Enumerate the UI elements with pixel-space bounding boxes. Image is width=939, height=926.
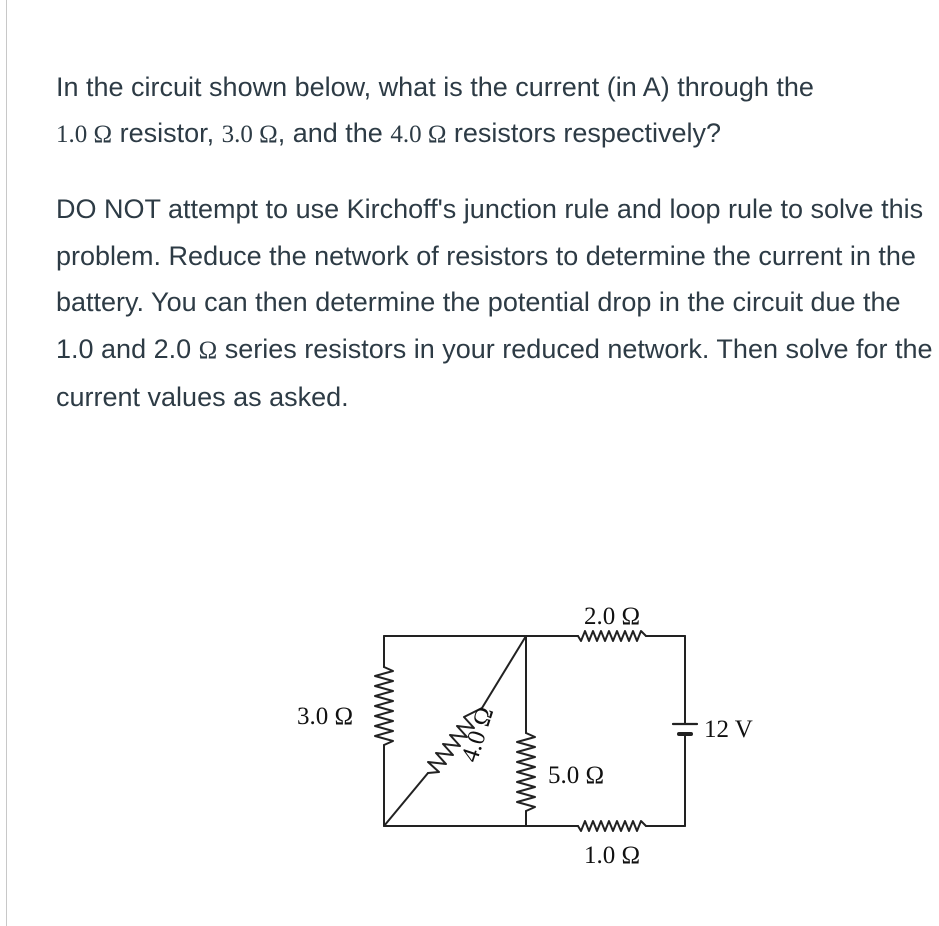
question-part-and-the: , and the xyxy=(277,118,391,148)
resistor-5-ohm xyxy=(517,733,535,811)
question-line-1: In the circuit shown below, what is the current (in A) through the xyxy=(56,72,814,102)
wire-diag-lower xyxy=(384,773,428,826)
question-part-resistor: resistor, xyxy=(112,118,222,148)
instructions-end: series resistors in your reduced network. Then solve for the current values as asked. xyxy=(56,333,933,412)
label-3-ohm: 3.0 Ω xyxy=(297,703,354,730)
question-part-end: resistors respectively? xyxy=(446,118,721,148)
instructions-main: DO NOT attempt to use Kirchoff's junction rule and loop rule to solve this problem. Reduce the network of resistors to determine the current in the battery. You can then determine the potential drop in the circuit due the 1.0 and 2.0 xyxy=(56,194,924,364)
label-1-ohm: 1.0 Ω xyxy=(583,842,641,869)
wire-diag-upper xyxy=(482,636,526,708)
question-r3-value: 4.0 Ω xyxy=(390,121,447,148)
label-4-ohm: 4.0 Ω xyxy=(456,703,500,766)
resistor-3-ohm xyxy=(375,667,393,745)
instructions-omega: Ω xyxy=(198,336,218,364)
question-r2-value: 3.0 Ω xyxy=(221,121,278,148)
label-battery-voltage: 12 V xyxy=(704,716,753,743)
resistor-2-ohm xyxy=(578,631,646,641)
label-2-ohm: 2.0 Ω xyxy=(583,603,641,630)
resistor-1-ohm xyxy=(578,821,646,831)
question-r1-value: 1.0 Ω xyxy=(56,121,113,148)
label-5-ohm: 5.0 Ω xyxy=(548,762,605,789)
